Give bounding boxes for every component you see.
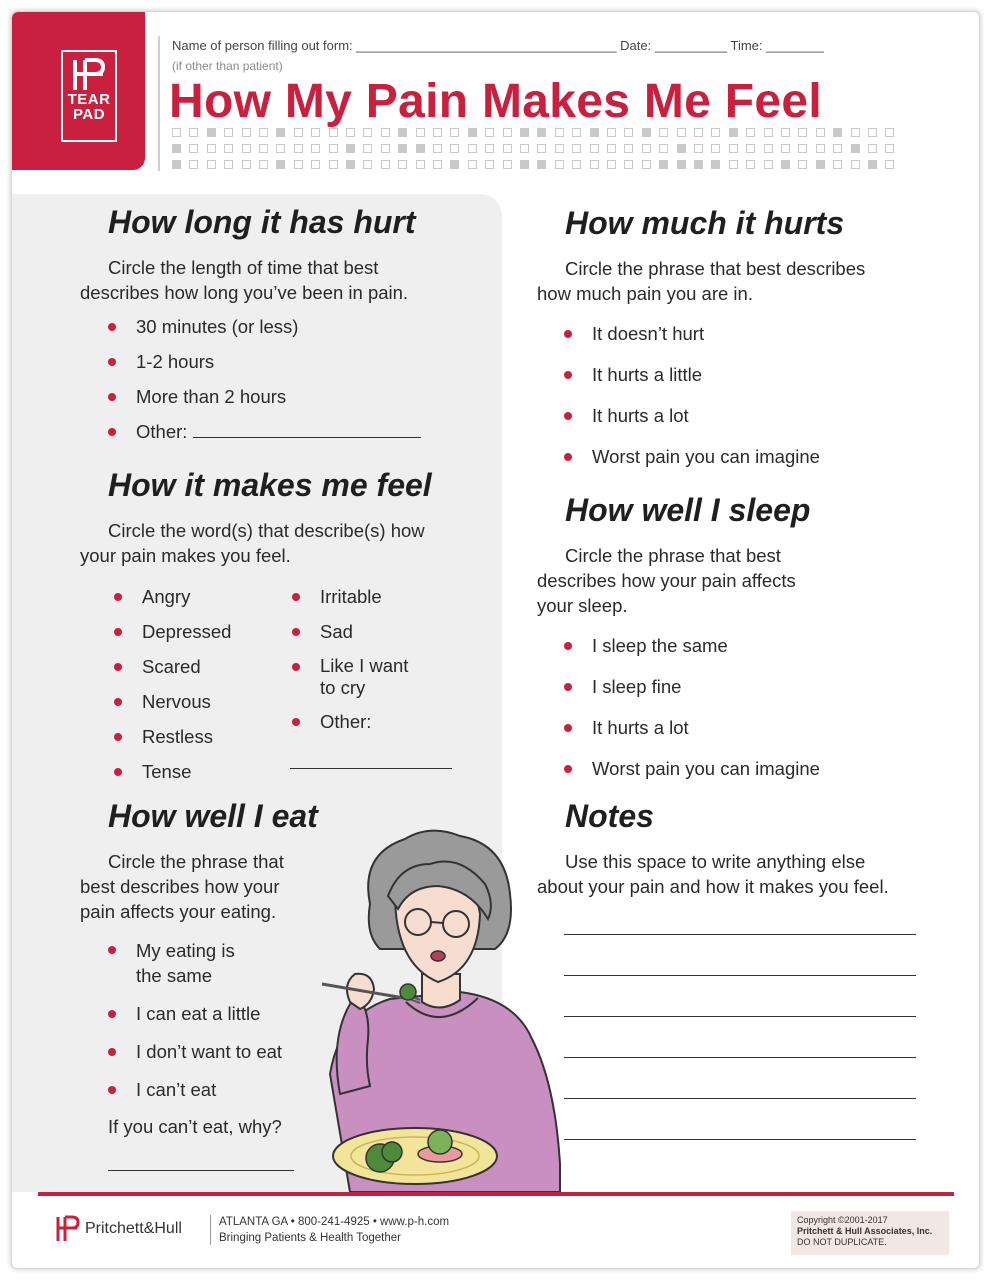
decor-square xyxy=(294,128,303,137)
eat-option[interactable]: I can eat a little xyxy=(108,1002,282,1026)
decor-square xyxy=(711,144,720,153)
notes-intro xyxy=(537,849,889,899)
sleep-intro-3: your sleep. xyxy=(537,595,628,616)
footer-divider xyxy=(210,1215,211,1245)
cry-line-2: to cry xyxy=(320,677,366,698)
eat-intro xyxy=(80,849,284,924)
decor-square xyxy=(537,144,546,153)
decor-square xyxy=(607,160,616,169)
header-divider xyxy=(158,36,160,171)
decor-square xyxy=(624,160,633,169)
decor-square xyxy=(346,128,355,137)
decor-square xyxy=(207,160,216,169)
decor-square xyxy=(172,160,181,169)
decor-square xyxy=(398,128,407,137)
decor-square xyxy=(416,160,425,169)
decor-square xyxy=(311,128,320,137)
feel-option[interactable]: Scared xyxy=(114,655,231,679)
notes-line[interactable] xyxy=(564,1098,916,1099)
decor-square xyxy=(433,160,442,169)
eat-heading: How well I eat xyxy=(108,798,318,834)
decor-square xyxy=(381,160,390,169)
sleep-options xyxy=(564,634,820,781)
decor-square xyxy=(346,160,355,169)
feel-intro xyxy=(80,518,425,568)
eat-option[interactable]: I can’t eat xyxy=(108,1078,282,1102)
decor-square xyxy=(485,160,494,169)
decor-square xyxy=(677,128,686,137)
decor-square xyxy=(729,128,738,137)
decor-square xyxy=(503,128,512,137)
feel-option[interactable]: Depressed xyxy=(114,620,231,644)
decor-square xyxy=(311,144,320,153)
how-long-option[interactable]: 1-2 hours xyxy=(108,350,421,374)
decor-square xyxy=(642,160,651,169)
decor-square xyxy=(416,144,425,153)
decor-square xyxy=(294,160,303,169)
decor-square xyxy=(659,128,668,137)
decor-square xyxy=(590,144,599,153)
copyright-notice: DO NOT DUPLICATE. xyxy=(797,1237,887,1247)
decor-square xyxy=(694,160,703,169)
sleep-heading: How well I sleep xyxy=(565,492,811,528)
decor-square xyxy=(694,128,703,137)
decor-square xyxy=(329,128,338,137)
woman-eating-illustration xyxy=(310,824,572,1192)
decor-square xyxy=(798,128,807,137)
sleep-intro-2: describes how your pain affects xyxy=(537,570,796,591)
notes-intro-2: about your pain and how it makes you feel. xyxy=(537,876,889,897)
footer-brand xyxy=(55,1215,182,1243)
decor-square xyxy=(572,160,581,169)
decor-square xyxy=(485,144,494,153)
decor-square xyxy=(781,144,790,153)
decor-square xyxy=(503,160,512,169)
tear-pad-badge xyxy=(12,12,145,170)
decor-square xyxy=(346,144,355,153)
how-long-option[interactable]: More than 2 hours xyxy=(108,385,421,409)
decor-square xyxy=(468,144,477,153)
decor-square xyxy=(833,144,842,153)
decor-square xyxy=(363,128,372,137)
decor-square xyxy=(416,128,425,137)
decor-square xyxy=(259,128,268,137)
decor-square xyxy=(868,160,877,169)
eat-why-blank[interactable] xyxy=(108,1170,294,1171)
decor-square xyxy=(433,144,442,153)
decor-square xyxy=(694,144,703,153)
feel-right-list xyxy=(292,585,408,734)
how-long-intro-2: describes how long you’ve been in pain. xyxy=(80,282,409,303)
much-heading: How much it hurts xyxy=(565,205,845,241)
decor-square xyxy=(172,128,181,137)
decor-square xyxy=(450,160,459,169)
decor-square xyxy=(520,160,529,169)
decor-square xyxy=(642,144,651,153)
feel-intro-1: Circle the word(s) that describe(s) how xyxy=(108,520,425,541)
how-long-heading: How long it has hurt xyxy=(108,204,416,240)
decor-square xyxy=(276,144,285,153)
decor-square xyxy=(520,128,529,137)
decor-square xyxy=(224,128,233,137)
decor-square xyxy=(329,160,338,169)
feel-option[interactable]: Angry xyxy=(114,585,231,609)
sleep-option[interactable]: I sleep fine xyxy=(564,675,820,699)
decor-square xyxy=(816,160,825,169)
page-title: How My Pain Makes Me Feel xyxy=(169,75,823,128)
feel-other-blank[interactable] xyxy=(290,768,452,769)
eat-intro-2: best describes how your xyxy=(80,876,280,897)
decor-square xyxy=(607,128,616,137)
decor-square xyxy=(242,160,251,169)
decor-square xyxy=(468,128,477,137)
how-long-option[interactable]: 30 minutes (or less) xyxy=(108,315,421,339)
decor-square xyxy=(259,160,268,169)
eat-intro-1: Circle the phrase that xyxy=(108,851,284,872)
decor-square xyxy=(537,160,546,169)
decor-square xyxy=(746,128,755,137)
eat-option-same[interactable] xyxy=(108,938,282,988)
much-intro xyxy=(537,256,865,306)
decor-square xyxy=(485,128,494,137)
decor-square xyxy=(555,128,564,137)
decor-square xyxy=(381,128,390,137)
notes-line[interactable] xyxy=(564,1057,916,1058)
ph-logo-icon xyxy=(55,1215,81,1243)
eat-same-1: My eating is xyxy=(136,940,235,961)
decor-square xyxy=(729,144,738,153)
decor-square xyxy=(851,144,860,153)
decor-square xyxy=(659,144,668,153)
decor-square xyxy=(607,144,616,153)
decor-square xyxy=(259,144,268,153)
decor-square xyxy=(189,160,198,169)
footer-contact xyxy=(219,1214,449,1246)
how-long-intro xyxy=(80,255,408,305)
copyright-box xyxy=(791,1211,949,1255)
copyright-line: Copyright ©2001-2017 xyxy=(797,1215,888,1225)
decor-square xyxy=(868,144,877,153)
feel-option[interactable]: Nervous xyxy=(114,690,231,714)
much-options xyxy=(564,322,820,469)
decor-square xyxy=(851,128,860,137)
decor-square xyxy=(311,160,320,169)
decor-square xyxy=(729,160,738,169)
decor-square xyxy=(381,144,390,153)
decor-square xyxy=(398,160,407,169)
decorative-squares xyxy=(172,128,902,174)
form-filler-note: (if other than patient) xyxy=(172,59,283,73)
decor-square xyxy=(207,128,216,137)
tear-label: TEAR xyxy=(67,91,111,108)
sleep-option[interactable]: It hurts a lot xyxy=(564,716,820,740)
decor-square xyxy=(555,144,564,153)
decor-square xyxy=(798,144,807,153)
brand-name: Pritchett&Hull xyxy=(85,1220,182,1237)
how-long-intro-1: Circle the length of time that best xyxy=(108,257,379,278)
decor-square xyxy=(189,144,198,153)
feel-option-cry[interactable] xyxy=(292,655,408,699)
decor-square xyxy=(329,144,338,153)
footer-rule xyxy=(38,1192,954,1196)
much-option[interactable]: It doesn’t hurt xyxy=(564,322,820,346)
feel-left-list xyxy=(114,585,231,784)
eat-option[interactable]: I don’t want to eat xyxy=(108,1040,282,1064)
decor-square xyxy=(711,160,720,169)
decor-square xyxy=(537,128,546,137)
decor-square xyxy=(398,144,407,153)
decor-square xyxy=(798,160,807,169)
notes-line[interactable] xyxy=(564,975,916,976)
decor-square xyxy=(833,160,842,169)
decor-square xyxy=(642,128,651,137)
copyright-owner: Pritchett & Hull Associates, Inc. xyxy=(797,1226,933,1236)
decor-square xyxy=(746,144,755,153)
feel-heading: How it makes me feel xyxy=(108,467,432,503)
decor-square xyxy=(764,128,773,137)
decor-square xyxy=(520,144,529,153)
decor-square xyxy=(677,160,686,169)
sleep-intro xyxy=(537,543,796,618)
form-filler-line[interactable]: Name of person filling out form: ____________________________________ Date: __________ Time: ________ xyxy=(172,38,824,53)
decor-square xyxy=(242,128,251,137)
eat-options xyxy=(108,938,282,1102)
eat-same-2: the same xyxy=(136,965,213,986)
how-long-options xyxy=(108,315,421,444)
decor-square xyxy=(450,128,459,137)
decor-square xyxy=(276,160,285,169)
much-intro-2: how much pain you are in. xyxy=(537,283,753,304)
decor-square xyxy=(224,160,233,169)
decor-square xyxy=(851,160,860,169)
much-option[interactable]: It hurts a little xyxy=(564,363,820,387)
decor-square xyxy=(224,144,233,153)
much-option[interactable]: Worst pain you can imagine xyxy=(564,445,820,469)
decor-square xyxy=(885,144,894,153)
eat-why-label: If you can’t eat, why? xyxy=(108,1116,282,1137)
decor-square xyxy=(555,160,564,169)
decor-square xyxy=(781,128,790,137)
cry-line-1: Like I want xyxy=(320,655,409,676)
worksheet-page xyxy=(11,11,980,1269)
decor-square xyxy=(363,144,372,153)
sleep-option[interactable]: I sleep the same xyxy=(564,634,820,658)
notes-line[interactable] xyxy=(564,1016,916,1017)
sleep-option[interactable]: Worst pain you can imagine xyxy=(564,757,820,781)
decor-square xyxy=(572,128,581,137)
ph-logo-icon xyxy=(71,58,107,92)
decor-square xyxy=(816,128,825,137)
much-option[interactable]: It hurts a lot xyxy=(564,404,820,428)
decor-square xyxy=(885,160,894,169)
decor-square xyxy=(468,160,477,169)
decor-square xyxy=(764,144,773,153)
decor-square xyxy=(172,144,181,153)
decor-square xyxy=(746,160,755,169)
decor-square xyxy=(659,160,668,169)
notes-line[interactable] xyxy=(564,1139,916,1140)
decor-square xyxy=(590,160,599,169)
decor-square xyxy=(242,144,251,153)
notes-intro-1: Use this space to write anything else xyxy=(565,851,866,872)
sleep-intro-1: Circle the phrase that best xyxy=(565,545,781,566)
decor-square xyxy=(294,144,303,153)
decor-square xyxy=(572,144,581,153)
decor-square xyxy=(276,128,285,137)
feel-option[interactable]: Tense xyxy=(114,760,231,784)
notes-heading: Notes xyxy=(565,798,654,834)
decor-square xyxy=(711,128,720,137)
decor-square xyxy=(590,128,599,137)
decor-square xyxy=(833,128,842,137)
feel-intro-2: your pain makes you feel. xyxy=(80,545,291,566)
decor-square xyxy=(816,144,825,153)
decor-square xyxy=(677,144,686,153)
pad-label: PAD xyxy=(72,106,106,123)
how-long-option-other[interactable] xyxy=(108,420,421,444)
decor-square xyxy=(433,128,442,137)
decor-square xyxy=(624,144,633,153)
eat-intro-3: pain affects your eating. xyxy=(80,901,277,922)
decor-square xyxy=(781,160,790,169)
other-blank[interactable] xyxy=(193,420,421,438)
decor-square xyxy=(885,128,894,137)
decor-square xyxy=(450,144,459,153)
contact-line: ATLANTA GA • 800-241-4925 • www.p-h.com xyxy=(219,1216,450,1228)
notes-line[interactable] xyxy=(564,934,916,935)
decor-square xyxy=(624,128,633,137)
decor-square xyxy=(207,144,216,153)
feel-option-other[interactable]: Other: xyxy=(292,710,408,734)
feel-option[interactable]: Irritable xyxy=(292,585,408,609)
decor-square xyxy=(764,160,773,169)
decor-square xyxy=(503,144,512,153)
decor-square xyxy=(363,160,372,169)
feel-option[interactable]: Sad xyxy=(292,620,408,644)
decor-square xyxy=(189,128,198,137)
other-label: Other: xyxy=(136,421,188,442)
feel-option[interactable]: Restless xyxy=(114,725,231,749)
much-intro-1: Circle the phrase that best describes xyxy=(565,258,866,279)
tagline: Bringing Patients & Health Together xyxy=(219,1232,401,1244)
decor-square xyxy=(868,128,877,137)
